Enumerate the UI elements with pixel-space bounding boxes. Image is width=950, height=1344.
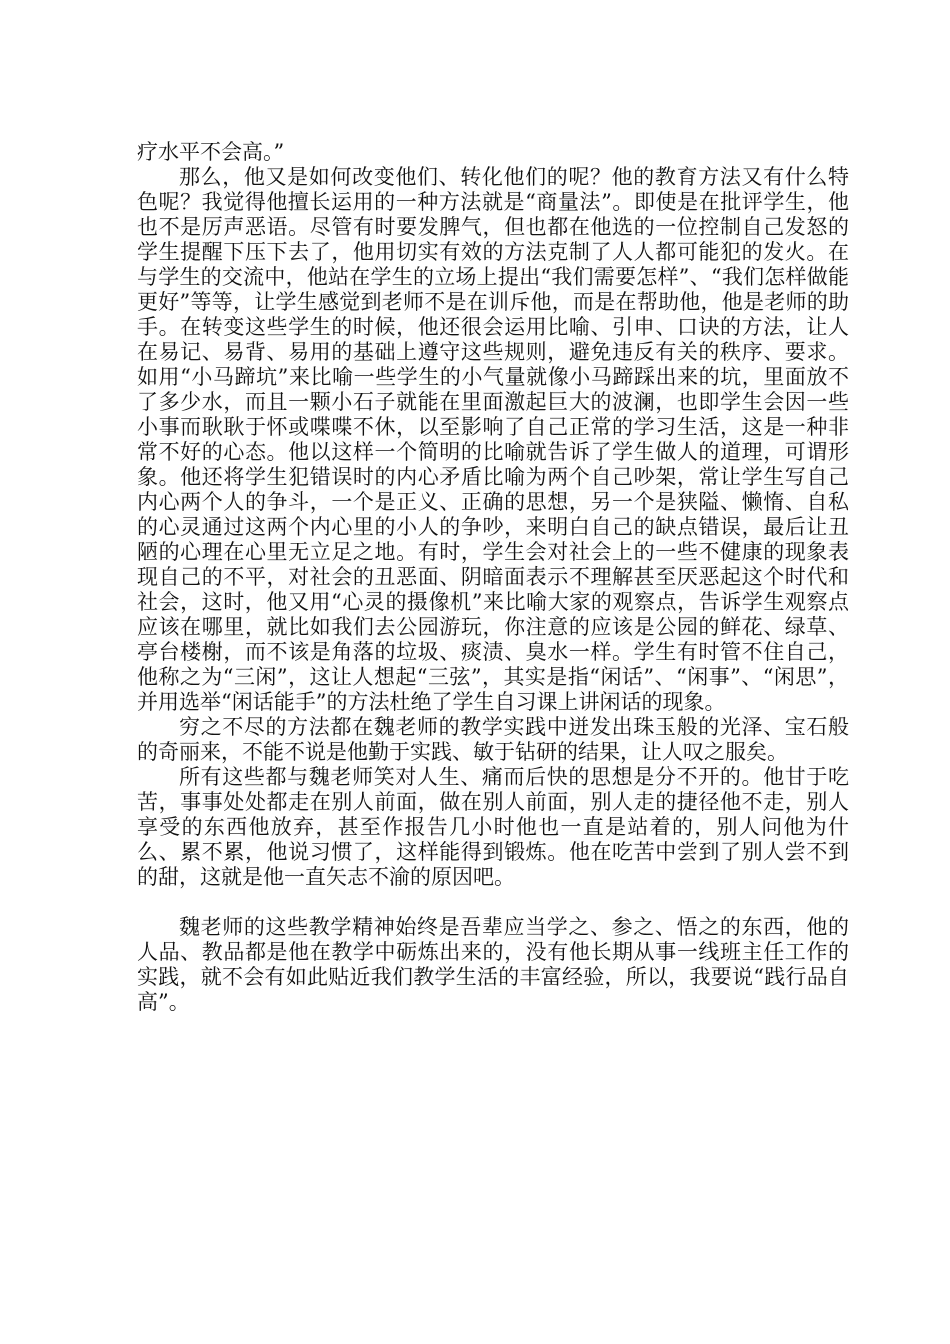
- paragraph-conclusion: 魏老师的这些教学精神始终是吾辈应当学之、参之、悟之的东西，他的人品、教品都是他在教学中砺炼出来的，没有他长期从事一线班主任工作的实践，就不会有如此贴近我们教学生活的丰富经验，所以，我要说“践行品自高”。: [137, 915, 849, 1014]
- paragraph-endless-methods: 穷之不尽的方法都在魏老师的教学实践中迸发出珠玉般的光泽、宝石般的奇丽来，不能不说是他勤于实践、敏于钻研的结果，让人叹之服矣。: [137, 715, 849, 764]
- document-body: [137, 140, 849, 1015]
- paragraph-continuation: 疗水平不会高。”: [137, 140, 285, 164]
- paragraph-gap: [137, 890, 849, 915]
- paragraph-hardship: 所有这些都与魏老师笑对人生、痛而后快的思想是分不开的。他甘于吃苦，事事处处都走在别人前面，做在别人前面，别人走的捷径他不走，别人享受的东西他放弃，甚至作报告几小时他也一直是站着的，别人问他为什么、累不累，他说习惯了，这样能得到锻炼。他在吃苦中尝到了别人尝不到的甜，这就是他一直矢志不渝的原因吧。: [137, 765, 849, 889]
- paragraph-teaching-methods: 那么，他又是如何改变他们、转化他们的呢？他的教育方法又有什么特色呢？我觉得他擅长运用的一种方法就是“商量法”。即使是在批评学生，他也不是厉声恶语。尽管有时要发脾气，但也都在他选的一位控制自己发怒的学生提醒下压下去了，他用切实有效的方法克制了人人都可能犯的发火。在与学生的交流中，他站在学生的立场上提出“我们需要怎样”、“我们怎样做能更好”等等，让学生感觉到老师不是在训斥他，而是在帮助他，他是老师的助手。在转变这些学生的时候，他还很会运用比喻、引申、口诀的方法，让人在易记、易背、易用的基础上遵守这些规则，避免违反有关的秩序、要求。如用“小马蹄坑”来比喻一些学生的小气量就像小马蹄踩出来的坑，里面放不了多少水，而且一颗小石子就能在里面激起巨大的波澜，也即学生会因一些小事而耿耿于怀或喋喋不休，以至影响了自己正常的学习生活，这是一种非常不好的心态。他以这样一个简明的比喻就告诉了学生做人的道理，可谓形象。他还将学生犯错误时的内心矛盾比喻为两个自己吵架，常让学生写自己内心两个人的争斗，一个是正义、正确的思想，另一个是狭隘、懒惰、自私的心灵通过这两个内心里的小人的争吵，来明白自己的缺点错误，最后让丑陋的心理在心里无立足之地。有时，学生会对社会上的一些不健康的现象表现自己的不平，对社会的丑恶面、阴暗面表示不理解甚至厌恶起这个时代和社会，这时，他又用“心灵的摄像机”来比喻大家的观察点，告诉学生观察点应该在哪里，就比如我们去公园游玩，你注意的应该是公园的鲜花、绿草、亭台楼榭，而不该是角落的垃圾、痰渍、臭水一样。学生有时管不住自己，他称之为“三闲”，这让人想起“三弦”，其实是指“闲话”、“闲事”、“闲思”，并用选举“闲话能手”的方法杜绝了学生自习课上讲闲话的现象。: [137, 165, 849, 714]
